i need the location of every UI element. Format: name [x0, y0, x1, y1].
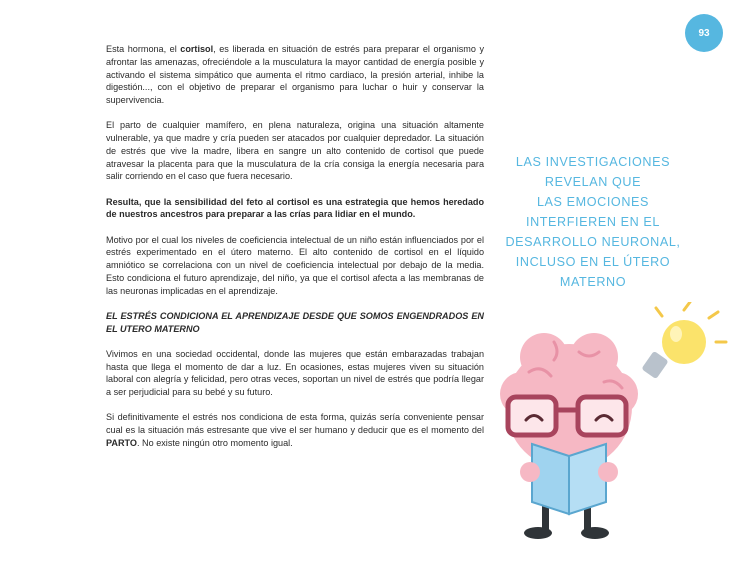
paragraph-cortisol: Esta hormona, el cortisol, es liberada en situación de estrés para preparar el organismo y afrontar las amenazas, ofreciéndole a la musculatura la mayor cantidad de energía posible y activando el sistema simpático que aumenta el ritmo cardiaco, la presión arterial, inhibe la digestión..., con el objetivo de preparar el organismo para luchar o huir y conservar la supervivencia.	[106, 44, 484, 105]
section-subheading: EL ESTRÉS CONDICIONA EL APRENDIZAJE DESDE QUE SOMOS ENGENDRADOS EN EL UTERO MATERNO	[106, 310, 484, 334]
paragraph-mammal-birth: El parto de cualquier mamífero, en plena naturaleza, origina una situación altamente vulnerable, ya que madre y cría pueden ser atacados por cualquier depredador. La situación de estrés que vive la madre, libera en sangre un alto contenido de cortisol que puede atravesar la placenta para que la musculatura de la cría consiga la energía necesaria para salir corriendo en el caso que fuera necesario.	[106, 120, 484, 182]
page-number-badge	[685, 14, 723, 52]
brain-character-icon	[494, 302, 734, 544]
pull-quote-line: MATERNO	[559, 275, 627, 289]
pull-quote-line: REVELAN QUE	[544, 175, 642, 189]
paragraph-birth-moment: Si definitivamente el estrés nos condiciona de esta forma, quizás sería conveniente pensar cual es la situación más estresante que vive el ser humano y deducir que es el momento del PARTO. No existe ningún otro momento igual.	[106, 412, 484, 448]
paragraph-iq: Motivo por el cual los niveles de coeficiencia intelectual de un niño están influenciados por el estrés experimentado en el útero materno. El alto contenido de cortisol en el líquido amniótico se correlaciona con un nivel de coeficiencia intelectual por debajo de la media. Esto condiciona el futuro aprendizaje, del niño, ya que el cortisol afecta a las membranas de las neuronas implicadas en el aprendizaje.	[106, 234, 484, 296]
pull-quote-line: INCLUSO EN EL ÚTERO	[515, 255, 671, 269]
page-number: 93	[698, 27, 710, 39]
paragraph-fetal-sensitivity: Resulta, que la sensibilidad del feto al cortisol es una estrategia que hemos heredado de nuestros ancestros para preparar a las crías para lidiar en el mundo.	[106, 196, 484, 220]
cortisol-term: cortisol	[180, 44, 214, 54]
pull-quote-line: LAS INVESTIGACIONES	[515, 155, 671, 169]
pull-quote	[498, 152, 688, 292]
light-bulb-icon	[641, 302, 726, 379]
parto-term: PARTO	[106, 437, 137, 448]
paragraph-western-society: Vivimos en una sociedad occidental, donde las mujeres que están embarazadas trabajan hasta que llega el momento de dar a luz. En ocasiones, estas mujeres viven su situación laboral con alegría y felicidad, pero otras veces, soportan un nivel de estrés que podría llegar a ser perjudicial para su bebé y su futuro.	[106, 348, 484, 397]
body-text	[106, 43, 484, 462]
pull-quote-line: DESARROLLO NEURONAL,	[505, 235, 681, 249]
pull-quote-line: LAS EMOCIONES	[536, 195, 650, 209]
pull-quote-line: INTERFIEREN EN EL	[525, 215, 661, 229]
